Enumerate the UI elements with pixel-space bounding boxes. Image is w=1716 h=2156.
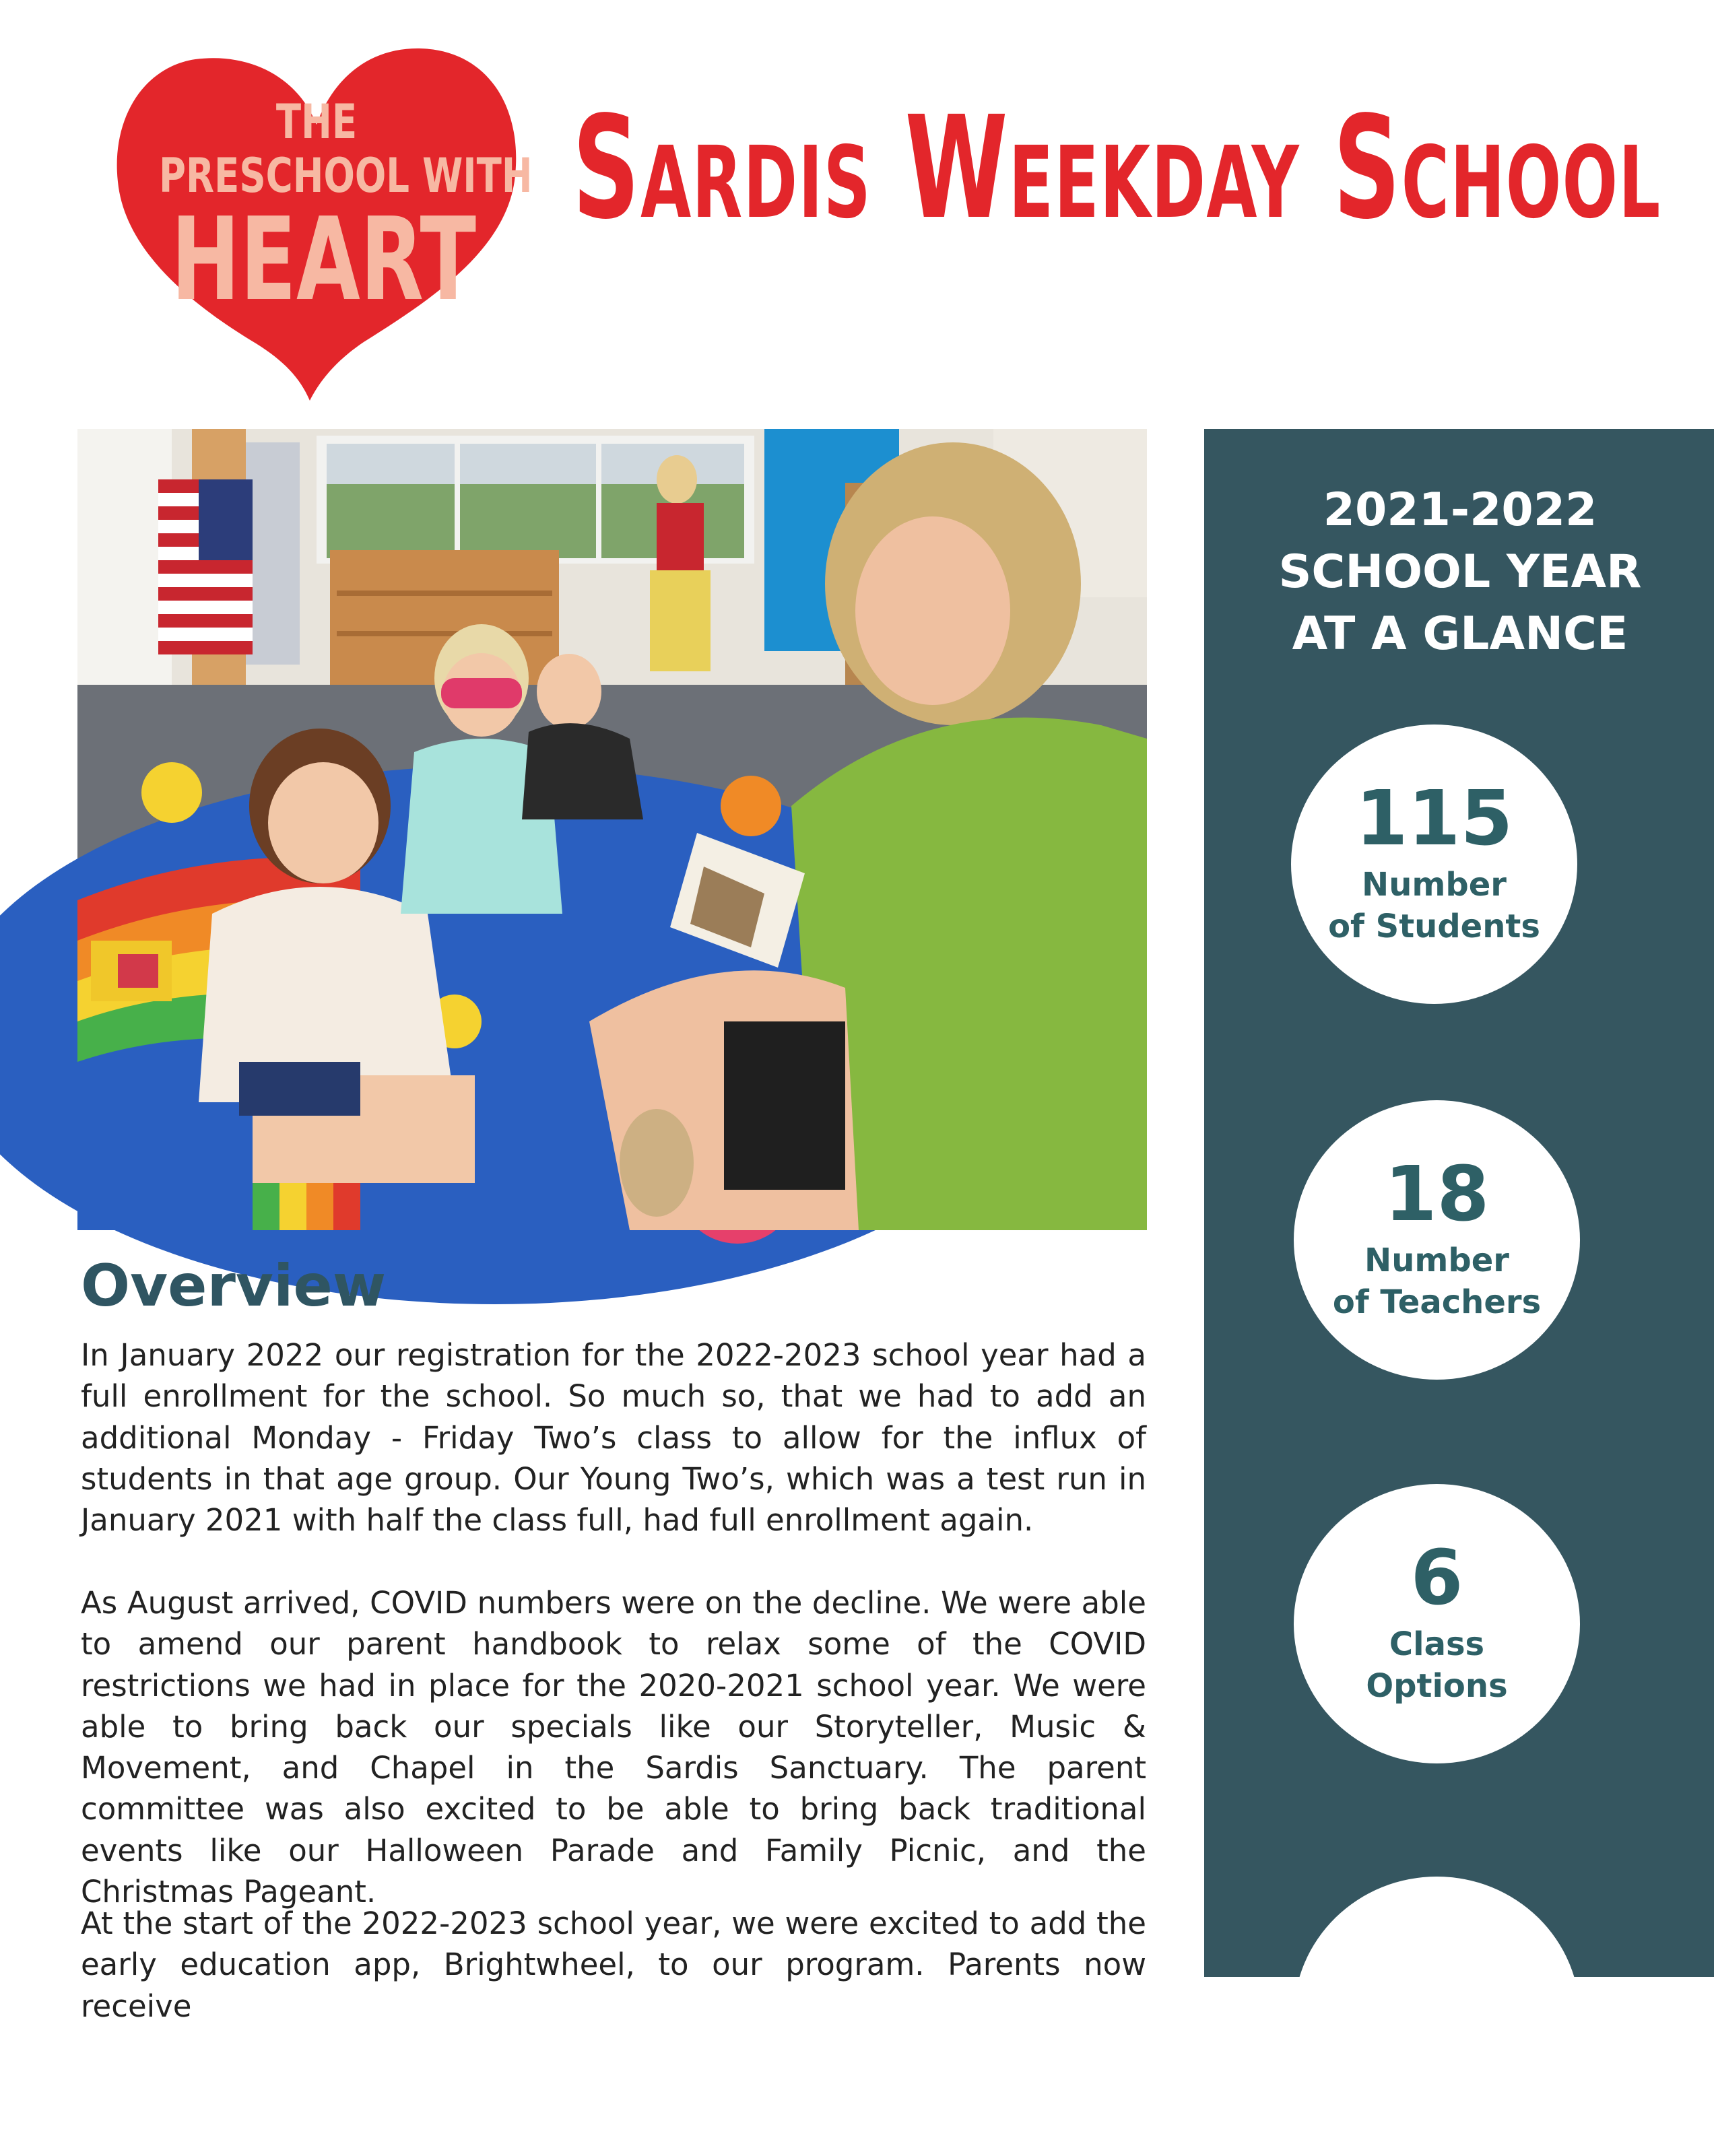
stat-circle-partial xyxy=(1294,1877,1580,2156)
overview-paragraph-1: In January 2022 our registration for the 2022-2023 school year had a full enrollment for the school. So much so, that we had to add an additional Monday - Friday Two’s class to allow for the influx of students in that age group. Our Young Two’s, which was a test run in January 2021 with half the class full, had full enrollment again. xyxy=(81,1337,1146,1539)
preschool-with-heart-logo xyxy=(114,47,533,404)
stat-value: 115 xyxy=(1355,775,1513,863)
stat-value: 6 xyxy=(1410,1535,1463,1622)
overview-paragraph-3: At the start of the 2022-2023 school year, we were excited to add the early education app, Brightwheel, to our program. Parents now receive xyxy=(81,1906,1146,2024)
school-name-title: Sardis Weekday School xyxy=(572,86,1661,250)
stat-label-line: Class xyxy=(1389,1625,1485,1663)
logo-line-heart: HEART xyxy=(170,193,477,327)
stat-label xyxy=(1291,864,1577,947)
glance-title-at-a-glance: AT A GLANCE xyxy=(1292,607,1628,661)
classroom-photo xyxy=(77,429,1147,1230)
stat-label-line: Number xyxy=(1362,866,1507,904)
stat-label-line: Number xyxy=(1364,1242,1509,1279)
stat-value: 18 xyxy=(1384,1151,1490,1238)
overview-heading: Overview xyxy=(81,1252,387,1320)
stat-label xyxy=(1294,1623,1580,1707)
logo-line-the: THE xyxy=(275,94,358,149)
stat-teachers xyxy=(1294,1100,1580,1380)
classroom-illustration xyxy=(77,429,1147,1230)
glance-title-school-year: SCHOOL YEAR xyxy=(1278,545,1642,599)
stat-class-options xyxy=(1294,1484,1580,1763)
stat-students xyxy=(1291,725,1577,1004)
at-a-glance-sidebar xyxy=(1204,429,1714,1977)
logo-line-preschool-with: PRESCHOOL WITH xyxy=(159,148,533,203)
stat-label xyxy=(1294,1240,1580,1323)
stat-label-line: Options xyxy=(1366,1667,1508,1705)
at-a-glance-title xyxy=(1204,479,1716,665)
stat-label-line: of Teachers xyxy=(1332,1283,1542,1321)
overview-paragraph-2: As August arrived, COVID numbers were on the decline. We were able to amend our parent handbook to relax some of the COVID restrictions we had in place for the 2020-2021 school year. We were able to bring back our specials like our Storyteller, Music & Movement, and Chapel in the Sardis Sanctuary. The parent committee was also excited to be able to bring back traditional events like our Halloween Parade and Family Picnic, and the Christmas Pageant. xyxy=(81,1585,1146,1910)
stat-label-line: of Students xyxy=(1328,908,1540,945)
glance-title-year: 2021-2022 xyxy=(1323,483,1597,537)
